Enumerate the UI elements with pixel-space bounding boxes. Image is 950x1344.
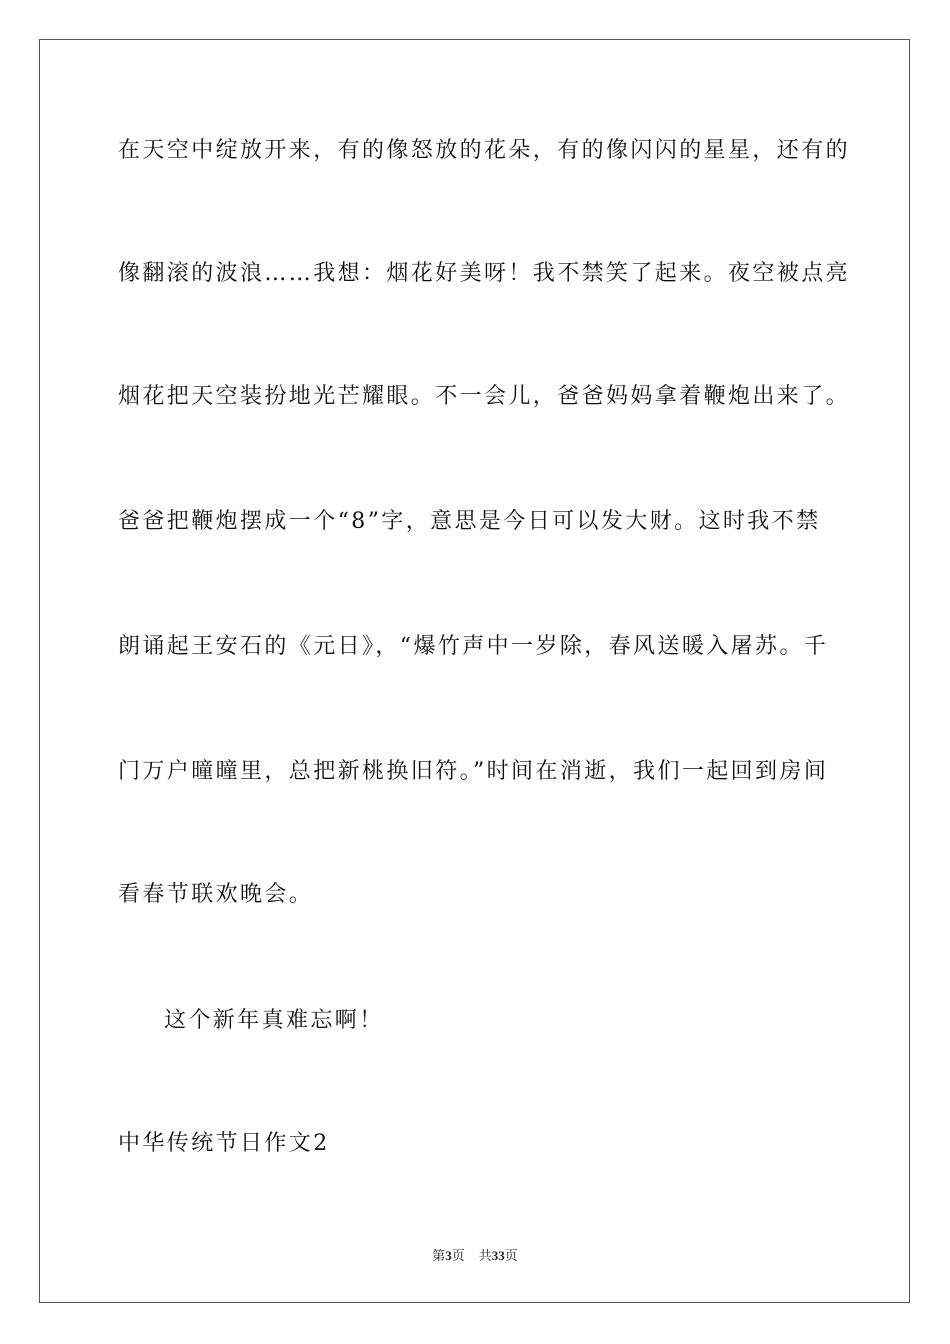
current-page-number: 3 [445, 1248, 452, 1263]
body-text-line-5: 朗诵起王安石的《元日》，“爆竹声中一岁除，春风送暖入屠苏。千 [118, 634, 829, 659]
body-text-line-2: 像翻滚的波浪……我想：烟花好美呀！我不禁笑了起来。夜空被点亮 [118, 261, 851, 286]
total-suffix: 页 [504, 1248, 518, 1263]
body-text-line-7: 看春节联欢晚会。 [118, 882, 314, 907]
body-text-line-3: 烟花把天空装扮地光芒耀眼。不一会儿，爸爸妈妈拿着鞭炮出来了。 [118, 384, 851, 409]
body-text-line-1: 在天空中绽放开来，有的像怒放的花朵，有的像闪闪的星星，还有的 [118, 138, 851, 163]
page-suffix: 页 [451, 1248, 465, 1263]
total-page-number: 33 [491, 1248, 505, 1263]
page-prefix: 第 [432, 1248, 446, 1263]
body-text-line-6: 门万户曈曈里，总把新桃换旧符。”时间在消逝，我们一起回到房间 [118, 759, 829, 784]
body-text-line-4: 爸爸把鞭炮摆成一个“8”字，意思是今日可以发大财。这时我不禁 [118, 509, 821, 534]
page-border [39, 39, 910, 1303]
total-prefix: 共 [478, 1248, 492, 1263]
section-heading: 中华传统节日作文2 [118, 1131, 330, 1156]
page-footer [0, 1247, 950, 1265]
closing-sentence: 这个新年真难忘啊！ [164, 1008, 384, 1033]
